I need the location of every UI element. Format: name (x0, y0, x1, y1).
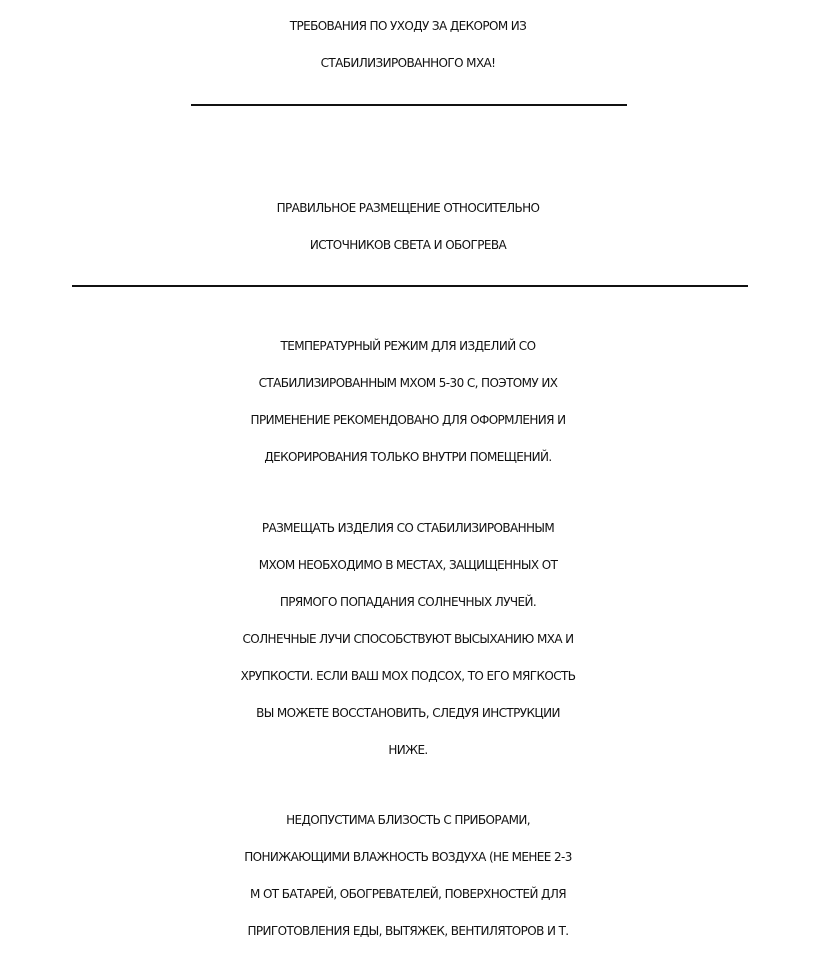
paragraph-line: ПОНИЖАЮЩИМИ ВЛАЖНОСТЬ ВОЗДУХА (НЕ МЕНЕЕ 2-3 (244, 850, 572, 864)
paragraph-line: М ОТ БАТАРЕЙ, ОБОГРЕВАТЕЛЕЙ, ПОВЕРХНОСТЕЙ ДЛЯ (249, 887, 566, 901)
temperature-paragraph (0, 328, 816, 476)
section-divider (72, 285, 748, 287)
paragraph-line: НИЖЕ. (388, 743, 428, 757)
paragraph-line: СТАБИЛИЗИРОВАННЫМ МХОМ 5-30 С, ПОЭТОМУ ИХ (258, 376, 558, 390)
paragraph-line: ПРИМЕНЕНИЕ РЕКОМЕНДОВАНО ДЛЯ ОФОРМЛЕНИЯ И (250, 413, 566, 427)
paragraph-line: СОЛНЕЧНЫЕ ЛУЧИ СПОСОБСТВУЮТ ВЫСЫХАНИЮ МХА И (242, 632, 574, 646)
paragraph-line: РАЗМЕЩАТЬ ИЗДЕЛИЯ СО СТАБИЛИЗИРОВАННЫМ (261, 521, 555, 535)
paragraph-line: ВЫ МОЖЕТЕ ВОССТАНОВИТЬ, СЛЕДУЯ ИНСТРУКЦИИ (256, 706, 560, 720)
sunlight-paragraph (0, 510, 816, 769)
main-heading (0, 8, 816, 82)
paragraph-line: ПРЯМОГО ПОПАДАНИЯ СОЛНЕЧНЫХ ЛУЧЕЙ. (279, 595, 537, 609)
heading-line: ТРЕБОВАНИЯ ПО УХОДУ ЗА ДЕКОРОМ ИЗ (289, 19, 527, 33)
heading-line: ИСТОЧНИКОВ СВЕТА И ОБОГРЕВА (309, 238, 507, 252)
heading-line: СТАБИЛИЗИРОВАННОГО МХА! (320, 56, 496, 70)
paragraph-line: ХРУПКОСТИ. ЕСЛИ ВАШ МОХ ПОДСОХ, ТО ЕГО МЯГКОСТЬ (240, 669, 576, 683)
paragraph-line: ПРИГОТОВЛЕНИЯ ЕДЫ, ВЫТЯЖЕК, ВЕНТИЛЯТОРОВ И Т. (247, 924, 569, 938)
paragraph-line: ДЕКОРИРОВАНИЯ ТОЛЬКО ВНУТРИ ПОМЕЩЕНИЙ. (264, 450, 552, 464)
placement-heading (0, 190, 816, 264)
paragraph-line: ТЕМПЕРАТУРНЫЙ РЕЖИМ ДЛЯ ИЗДЕЛИЙ СО (280, 339, 536, 353)
heading-divider (191, 104, 627, 106)
paragraph-line: МХОМ НЕОБХОДИМО В МЕСТАХ, ЗАЩИЩЕННЫХ ОТ (258, 558, 558, 572)
heading-line: ПРАВИЛЬНОЕ РАЗМЕЩЕНИЕ ОТНОСИТЕЛЬНО (276, 201, 540, 215)
paragraph-line: НЕДОПУСТИМА БЛИЗОСТЬ С ПРИБОРАМИ, (286, 813, 530, 827)
humidity-paragraph (0, 802, 816, 950)
